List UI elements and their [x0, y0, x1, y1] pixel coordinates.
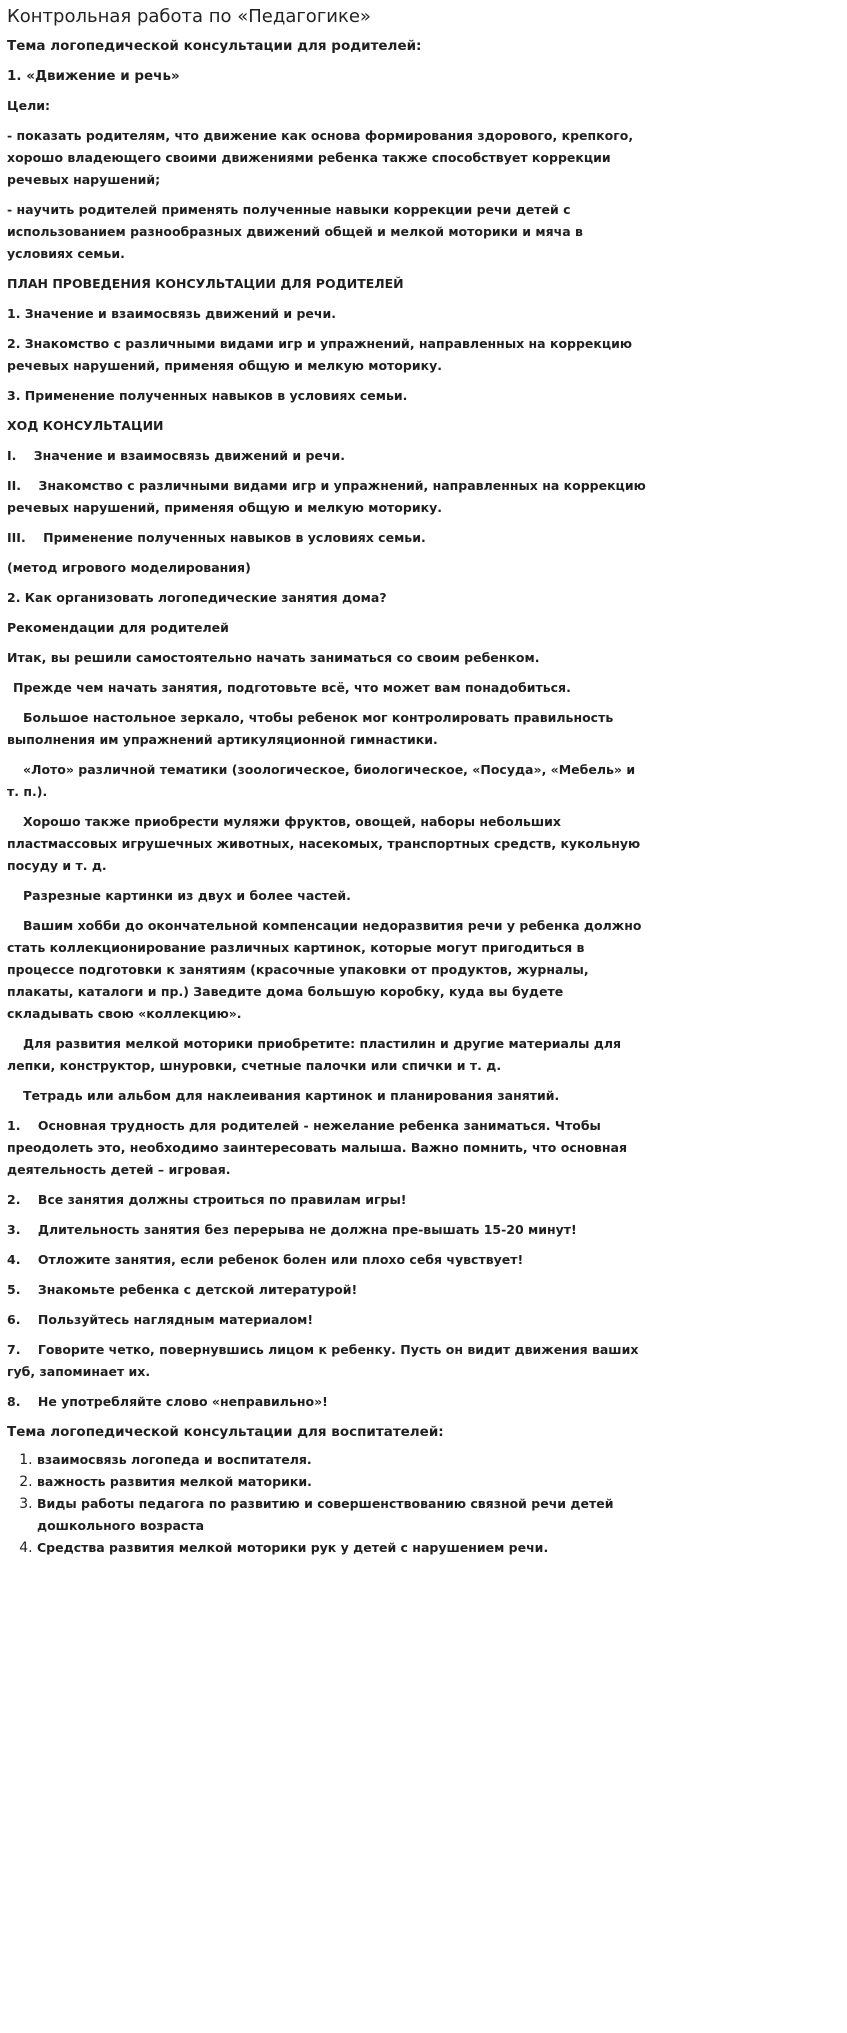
list-item: 2. важность развития мелкой маторики.: [37, 1471, 651, 1493]
rule-item: 5. Знакомьте ребенка с детской литературой!: [7, 1282, 358, 1297]
rule-item: 6. Пользуйтесь наглядным материалом!: [7, 1312, 314, 1327]
plan-item: 2. Знакомство с различными видами игр и упражнений, направленных на коррекцию речевых нарушений, применяя общую и мелкую моторику.: [7, 336, 633, 373]
needs-item: Для развития мелкой моторики приобретите: пластилин и другие материалы для лепки, конструктор, шнуровки, счетные палочки или спички и т. д.: [7, 1036, 622, 1073]
prepare-paragraph: Прежде чем начать занятия, подготовьте всё, что может вам понадобиться.: [13, 680, 571, 695]
goal-1: - показать родителям, что движение как основа формирования здорового, крепкого, хорошо владеющего своими движениями ребенка также способствует коррекции речевых нарушений;: [7, 128, 634, 187]
rule-item: 2. Все занятия должны строиться по правилам игры!: [7, 1192, 407, 1207]
plan-heading: ПЛАН ПРОВЕДЕНИЯ КОНСУЛЬТАЦИИ ДЛЯ РОДИТЕЛЕЙ: [7, 276, 404, 291]
rule-item: 4. Отложите занятия, если ребенок болен или плохо себя чувствует!: [7, 1252, 524, 1267]
needs-item: Тетрадь или альбом для наклеивания картинок и планирования занятий.: [23, 1088, 560, 1103]
plan-item: 1. Значение и взаимосвязь движений и речи.: [7, 306, 336, 321]
needs-item: «Лото» различной тематики (зоологическое, биологическое, «Посуда», «Мебель» и т. п.).: [7, 762, 636, 799]
needs-item: Большое настольное зеркало, чтобы ребенок мог контролировать правильность выполнения им упражнений артикуляционной гимнастики.: [7, 710, 614, 747]
teachers-topics-list: [7, 1449, 651, 1559]
needs-item: Хорошо также приобрести муляжи фруктов, овощей, наборы небольших пластмассовых игрушечных животных, насекомых, транспортных средств, кукольную посуду и т. д.: [7, 814, 641, 873]
rule-item: 1. Основная трудность для родителей - нежелание ребенка заниматься. Чтобы преодолеть это, необходимо заинтересовать малыша. Важно помнить, что основная деятельность детей – игровая.: [7, 1118, 632, 1177]
document-title: Контрольная работа по «Педагогике»: [7, 6, 371, 27]
goals-label: Цели:: [7, 98, 50, 113]
section-1-title: 1. «Движение и речь»: [7, 68, 180, 84]
course-item: II. Знакомство с различными видами игр и упражнений, направленных на коррекцию речевых нарушений, применяя общую и мелкую моторику.: [7, 478, 651, 515]
teachers-theme-heading: Тема логопедической консультации для воспитателей:: [7, 1424, 444, 1440]
needs-item: Вашим хобби до окончательной компенсации недоразвития речи у ребенка должно стать коллекционирование различных картинок, которые могут пригодиться в процессе подготовки к занятиям (красочные упаковки от продуктов, журналы, плакаты, каталоги и пр.) Заведите дома большую коробку, куда вы будете складывать свою «коллекцию».: [7, 918, 642, 1021]
rule-item: 8. Не употребляйте слово «неправильно»!: [7, 1394, 328, 1409]
rule-item: 3. Длительность занятия без перерыва не должна пре-вышать 15-20 минут!: [7, 1222, 577, 1237]
section-2-title: 2. Как организовать логопедические занятия дома?: [7, 590, 387, 605]
intro-paragraph: Итак, вы решили самостоятельно начать заниматься со своим ребенком.: [7, 650, 540, 665]
needs-item: Разрезные картинки из двух и более частей.: [23, 888, 351, 903]
list-item: 1. взаимосвязь логопеда и воспитателя.: [37, 1449, 651, 1471]
goal-2: - научить родителей применять полученные навыки коррекции речи детей с использованием разнообразных движений общей и мелкой моторики и мяча в условиях семьи.: [7, 202, 583, 261]
rule-item: 7. Говорите четко, повернувшись лицом к ребенку. Пусть он видит движения ваших губ, запоминает их.: [7, 1342, 643, 1379]
list-item: 4. Средства развития мелкой моторики рук у детей с нарушением речи.: [37, 1537, 651, 1559]
method-note: (метод игрового моделирования): [7, 560, 251, 575]
course-item: III. Применение полученных навыков в условиях семьи.: [7, 530, 426, 545]
course-heading: ХОД КОНСУЛЬТАЦИИ: [7, 418, 164, 433]
list-item: 3. Виды работы педагога по развитию и совершенствованию связной речи детей дошкольного возраста: [37, 1493, 651, 1537]
parents-theme-heading: Тема логопедической консультации для родителей:: [7, 38, 422, 54]
recommendations-label: Рекомендации для родителей: [7, 620, 229, 635]
course-item: I. Значение и взаимосвязь движений и речи.: [7, 448, 346, 463]
plan-item: 3. Применение полученных навыков в условиях семьи.: [7, 388, 408, 403]
